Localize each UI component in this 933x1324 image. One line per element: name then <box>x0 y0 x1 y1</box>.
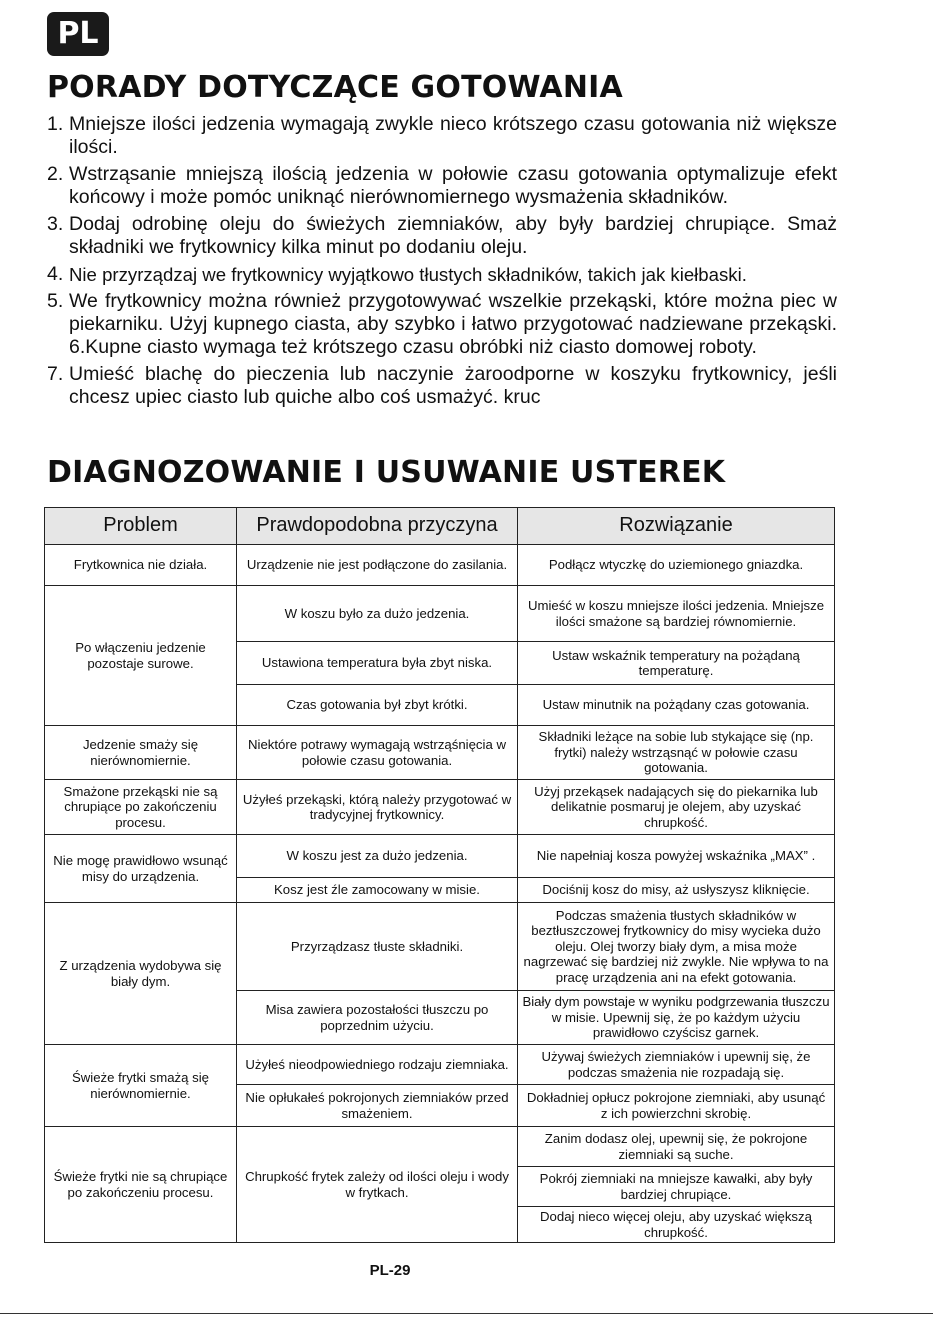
header-cause: Prawdopodobna przyczyna <box>237 508 518 545</box>
troubleshooting-table <box>44 507 835 1243</box>
cause-cell: Przyrządzasz tłuste składniki. <box>237 903 518 991</box>
cause-cell: Czas gotowania był zbyt krótki. <box>237 685 518 726</box>
table-row <box>45 726 835 780</box>
tip-item <box>47 263 837 286</box>
solution-cell: Dokładniej opłucz pokrojone ziemniaki, aby usunąć z ich powierzchni skrobię. <box>518 1085 835 1127</box>
solution-cell: Biały dym powstaje w wyniku podgrzewania tłuszczu w misie. Upewnij się, że po każdym użyciu prawidłowo czyścisz garnek. <box>518 991 835 1045</box>
problem-cell: Świeże frytki nie są chrupiące po zakończeniu procesu. <box>45 1127 237 1243</box>
cause-cell: Chrupkość frytek zależy od ilości oleju i wody w frytkach. <box>237 1127 518 1243</box>
cause-cell: W koszu jest za dużo jedzenia. <box>237 835 518 878</box>
tip-number: 1. <box>47 113 64 135</box>
cause-cell: Ustawiona temperatura była zbyt niska. <box>237 642 518 685</box>
solution-cell: Ustaw minutnik na pożądany czas gotowania. <box>518 685 835 726</box>
language-badge: PL <box>47 12 109 56</box>
header-solution: Rozwiązanie <box>518 508 835 545</box>
cause-cell: Urządzenie nie jest podłączone do zasilania. <box>237 545 518 586</box>
tip-text: Dodaj odrobinę oleju do świeżych ziemniaków, aby były bardziej chrupiące. Smaż składniki we frytkownicy kilka minut po dodaniu oleju. <box>69 213 837 258</box>
problem-cell: Frytkownica nie działa. <box>45 545 237 586</box>
cause-cell: Misa zawiera pozostałości tłuszczu po poprzednim użyciu. <box>237 991 518 1045</box>
footer-divider <box>0 1313 933 1314</box>
cause-cell: Użyłeś nieodpowiedniego rodzaju ziemniaka. <box>237 1045 518 1085</box>
table-row <box>45 780 835 835</box>
solution-cell: Pokrój ziemniaki na mniejsze kawałki, aby były bardziej chrupiące. <box>518 1167 835 1207</box>
tip-text: Umieść blachę do pieczenia lub naczynie żaroodporne w koszyku frytkownicy, jeśli chcesz upiec ciasto lub quiche albo coś usmażyć. kruc <box>69 363 837 408</box>
cause-cell: Niektóre potrawy wymagają wstrząśnięcia w połowie czasu gotowania. <box>237 726 518 780</box>
tips-list <box>47 113 837 413</box>
page-number: PL-29 <box>369 1262 411 1279</box>
tips-heading: PORADY DOTYCZĄCE GOTOWANIA <box>47 70 623 105</box>
tip-number: 5. <box>47 290 64 312</box>
solution-cell: Podłącz wtyczkę do uziemionego gniazdka. <box>518 545 835 586</box>
table-row <box>45 903 835 991</box>
table-row <box>45 586 835 642</box>
solution-cell: Ustaw wskaźnik temperatury na pożądaną temperaturę. <box>518 642 835 685</box>
tip-text: We frytkownicy można również przygotowywać wszelkie przekąski, które można piec w piekarniku. Użyj kupnego ciasta, aby szybko i łatwo przygotować nadziewane przekąski. 6.Kupne ciasto wymaga też krótszego czasu obróbki niż ciasto domowej roboty. <box>69 290 837 358</box>
solution-cell: Zanim dodasz olej, upewnij się, że pokrojone ziemniaki są suche. <box>518 1127 835 1167</box>
tip-item <box>47 213 837 259</box>
cause-cell: Użyłeś przekąski, którą należy przygotować w tradycyjnej frytkownicy. <box>237 780 518 835</box>
solution-cell: Nie napełniaj kosza powyżej wskaźnika „MAX” . <box>518 835 835 878</box>
tip-item <box>47 163 837 209</box>
solution-cell: Używaj świeżych ziemniaków i upewnij się, że podczas smażenia nie rozpadają się. <box>518 1045 835 1085</box>
tip-number: 4. <box>47 263 64 285</box>
table-row <box>45 1127 835 1167</box>
cause-cell: W koszu było za dużo jedzenia. <box>237 586 518 642</box>
problem-cell: Świeże frytki smażą się nierównomiernie. <box>45 1045 237 1127</box>
solution-cell: Użyj przekąsek nadających się do piekarnika lub delikatnie posmaruj je olejem, aby uzyskać chrupkość. <box>518 780 835 835</box>
solution-cell: Umieść w koszu mniejsze ilości jedzenia. Mniejsze ilości smażone są bardziej równomiernie. <box>518 586 835 642</box>
problem-cell: Nie mogę prawidłowo wsunąć misy do urządzenia. <box>45 835 237 903</box>
solution-cell: Dodaj nieco więcej oleju, aby uzyskać większą chrupkość. <box>518 1207 835 1243</box>
troubleshooting-heading: DIAGNOZOWANIE I USUWANIE USTEREK <box>47 455 726 490</box>
cause-cell: Nie opłukałeś pokrojonych ziemniaków przed smażeniem. <box>237 1085 518 1127</box>
problem-cell: Z urządzenia wydobywa się biały dym. <box>45 903 237 1045</box>
solution-cell: Składniki leżące na sobie lub stykające się (np. frytki) należy wstrząsnąć w połowie czasu gotowania. <box>518 726 835 780</box>
header-problem: Problem <box>45 508 237 545</box>
problem-cell: Smażone przekąski nie są chrupiące po zakończeniu procesu. <box>45 780 237 835</box>
tip-number: 2. <box>47 163 64 185</box>
table-row <box>45 545 835 586</box>
problem-cell: Jedzenie smaży się nierównomiernie. <box>45 726 237 780</box>
tip-text: Nie przyrządzaj we frytkownicy wyjątkowo tłustych składników, takich jak kiełbaski. <box>69 264 747 285</box>
tip-number: 3. <box>47 213 64 235</box>
table-header-row <box>45 508 835 545</box>
problem-cell: Po włączeniu jedzenie pozostaje surowe. <box>45 586 237 726</box>
tip-number: 7. <box>47 363 64 385</box>
solution-cell: Dociśnij kosz do misy, aż usłyszysz kliknięcie. <box>518 878 835 903</box>
tip-item <box>47 363 837 409</box>
tip-text: Mniejsze ilości jedzenia wymagają zwykle nieco krótszego czasu gotowania niż większe ilości. <box>69 113 837 158</box>
tip-item <box>47 290 837 359</box>
table-row <box>45 1045 835 1085</box>
tip-item <box>47 113 837 159</box>
tip-text: Wstrząsanie mniejszą ilością jedzenia w połowie czasu gotowania optymalizuje efekt końcowy i może pomóc uniknąć nierównomiernego wysmażenia składników. <box>69 163 837 208</box>
table-row <box>45 835 835 878</box>
cause-cell: Kosz jest źle zamocowany w misie. <box>237 878 518 903</box>
solution-cell: Podczas smażenia tłustych składników w beztłuszczowej frytkownicy do misy wycieka dużo oleju. Olej tworzy biały dym, a misa może nagrzewać się bardziej niż zwykle. Nie wpływa to na pracę urządzenia ani na efekt gotowania. <box>518 903 835 991</box>
